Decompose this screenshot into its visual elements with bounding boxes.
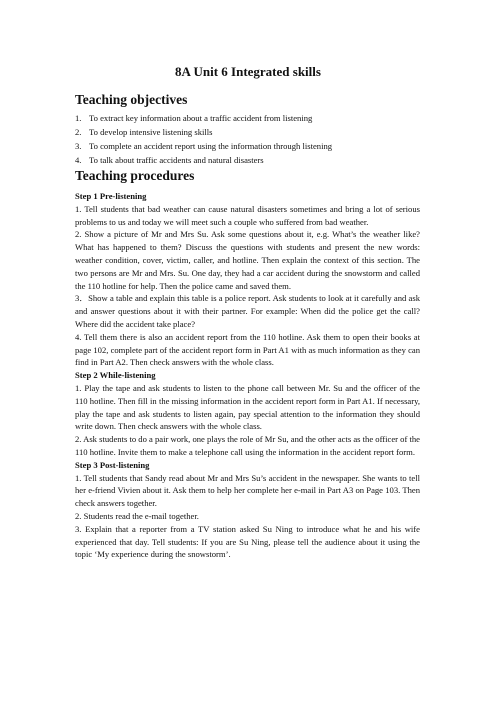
objective-text: To extract key information about a traffic accident from listening	[89, 113, 313, 123]
step3-paragraph: 1. Tell students that Sandy read about Mr and Mrs Su’s accident in the newspaper. She wants to tell her e-friend Vivien about it. Ask them to help her complete her e-mail in Part A3 on Page 103. Then check answers together.	[75, 472, 420, 509]
procedures-body	[75, 190, 420, 561]
step1-paragraph: 1. Tell students that bad weather can cause natural disasters sometimes and bring a lot of serious problems to us and today we will meet such a couple who suffered from bad weather.	[75, 203, 420, 227]
objective-number: 4.	[75, 155, 82, 165]
objective-number: 2.	[75, 127, 82, 137]
page-title: 8A Unit 6 Integrated skills	[175, 64, 321, 79]
objective-number: 1.	[75, 113, 82, 123]
objective-text: To talk about traffic accidents and natural disasters	[89, 155, 264, 165]
step1-heading: Step 1 Pre-listening	[75, 191, 147, 201]
step2-paragraph: 2. Ask students to do a pair work, one plays the role of Mr Su, and the other acts as the officer of the 110 hotline. Invite them to make a telephone call using the information in the accident report form.	[75, 434, 420, 457]
step2-heading: Step 2 While-listening	[75, 370, 156, 381]
step3-heading: Step 3 Post-listening	[75, 459, 150, 470]
procedures-heading: Teaching procedures	[75, 168, 195, 183]
objective-item	[75, 139, 332, 153]
step1-paragraph: 2. Show a picture of Mr and Mrs Su. Ask some questions about it, e.g. What’s the weather like? What has happened to them? Discuss the questions with students and present the new words: weather condition, cover, victim, caller, and hotline. Then explain the context of this section. The two persons are Mr and Mrs. Su. One day, they had a car accident during the snowstorm and called the 110 hotline for help. Then the police came and saved them.	[75, 229, 420, 291]
objective-item	[75, 125, 332, 139]
step2-paragraph: 1. Play the tape and ask students to listen to the phone call between Mr. Su and the officer of the 110 hotline. Then fill in the missing information in the accident report form in Part A1. If necessary, play the tape and ask students to listen again, pay special attention to the information they should write down. Then check answers with the whole class.	[75, 382, 420, 432]
objective-text: To complete an accident report using the information through listening	[89, 141, 333, 151]
objective-text: To develop intensive listening skills	[89, 127, 213, 137]
objective-item	[75, 111, 332, 125]
step1-paragraph: 3．Show a table and explain this table is a police report. Ask students to look at it carefully and ask and answer questions about it with their partner. For example: When did the police get the call? Where did the accident take place?	[75, 293, 420, 329]
objectives-list	[75, 111, 332, 167]
objective-item	[75, 153, 332, 167]
objectives-heading: Teaching objectives	[75, 92, 188, 107]
step1-paragraph: 4. Tell them there is also an accident report from the 110 hotline. Ask them to open their books at page 102, complete part of the accident report form in Part A1 with as much information as they can find in Part A2. Then check answers with the whole class.	[75, 331, 420, 368]
step3-paragraph: 3. Explain that a reporter from a TV station asked Su Ning to introduce what he and his wife experienced that day. Tell students: If you are Su Ning, please tell the audience about it using the topic ‘My experience during the snowstorm’.	[75, 523, 420, 560]
step3-paragraph: 2. Students read the e-mail together.	[75, 510, 199, 521]
objective-number: 3.	[75, 141, 82, 151]
